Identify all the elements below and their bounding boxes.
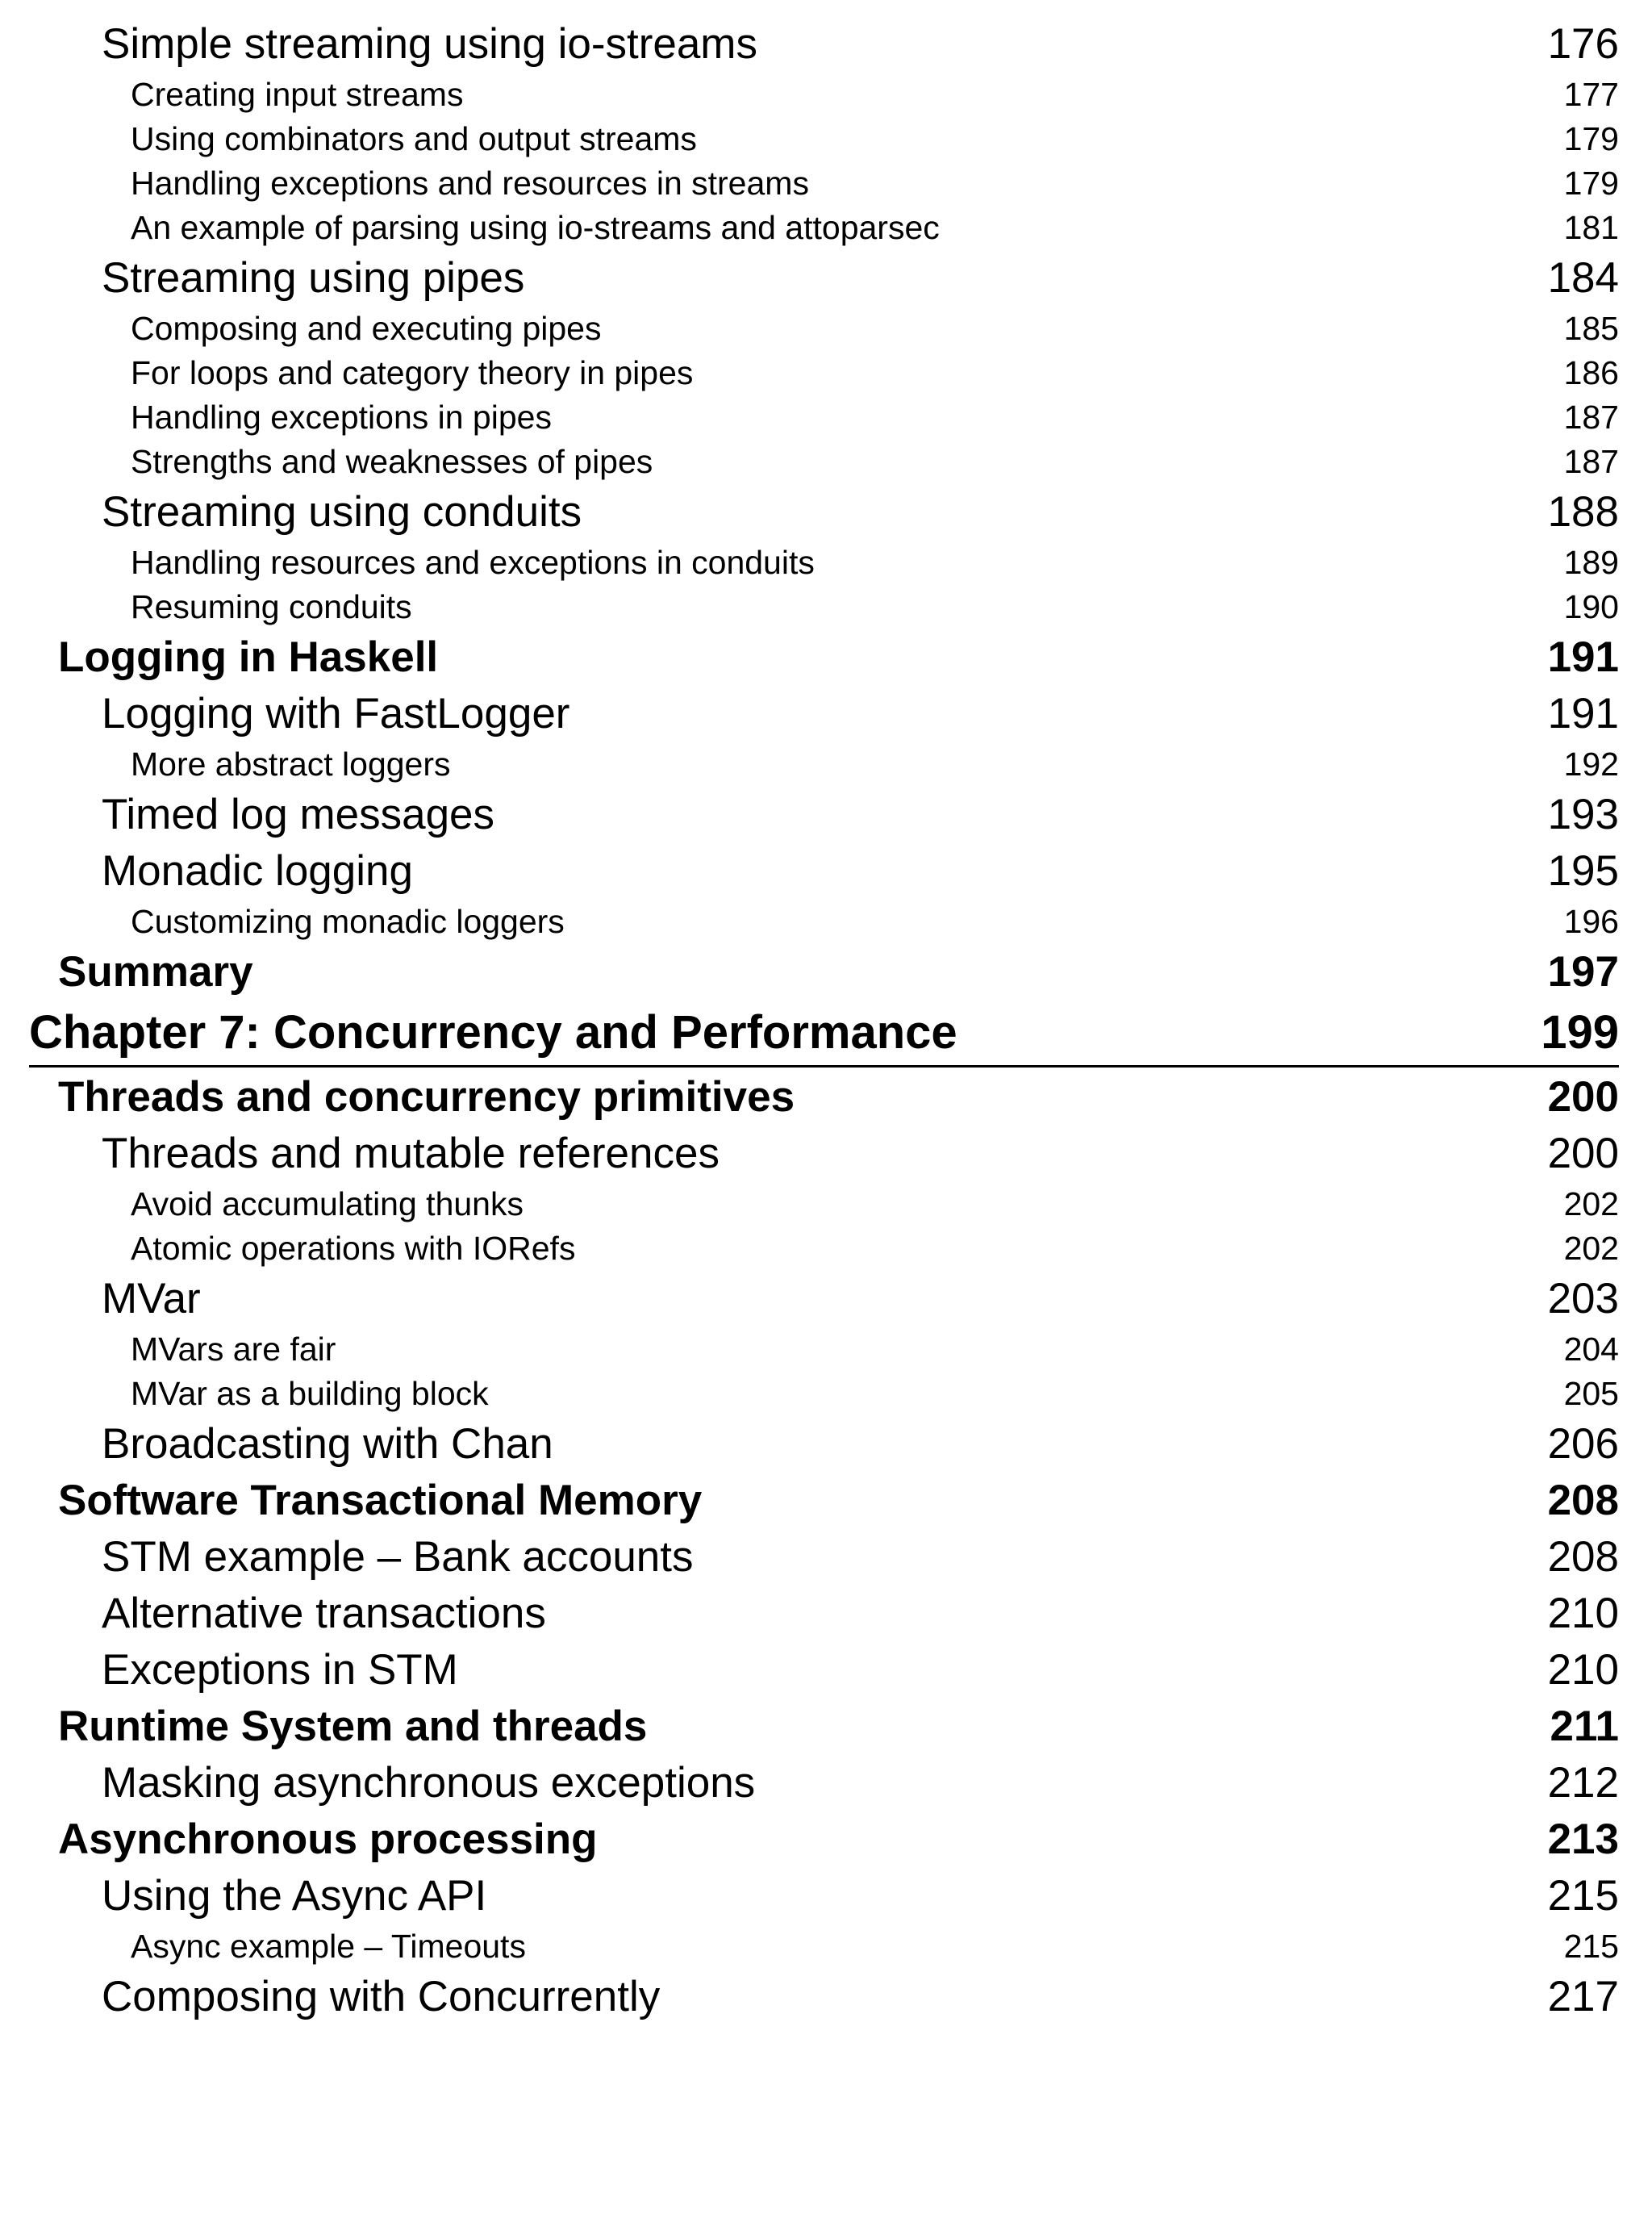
- toc-subsection-row[interactable]: [29, 73, 1619, 117]
- toc-entry-page-number: 208: [1547, 1477, 1619, 1524]
- toc-entry-page-number: 179: [1563, 120, 1619, 157]
- toc-entry-title: Broadcasting with Chan: [102, 1420, 553, 1468]
- toc-entry-title: Logging with FastLogger: [102, 690, 570, 737]
- toc-entry-page-number: 179: [1563, 165, 1619, 202]
- toc-entry-page-number: 191: [1547, 690, 1619, 737]
- toc-entry-page-number: 200: [1547, 1073, 1619, 1121]
- toc-subsection-row[interactable]: [29, 1372, 1619, 1416]
- toc-entry-title: Atomic operations with IORefs: [131, 1230, 576, 1267]
- toc-entry-page-number: 215: [1563, 1928, 1619, 1965]
- toc-entry-page-number: 181: [1563, 209, 1619, 246]
- toc-entry-title: Streaming using pipes: [102, 254, 525, 302]
- toc-entry-page-number: 187: [1563, 443, 1619, 480]
- toc-entry-title: Streaming using conduits: [102, 488, 582, 536]
- toc-entry-title: Composing with Concurrently: [102, 1973, 661, 2020]
- toc-subsection-row[interactable]: [29, 161, 1619, 206]
- toc-entry-title: MVar: [102, 1275, 201, 1322]
- toc-entry-page-number: 217: [1547, 1973, 1619, 2020]
- toc-section-row[interactable]: [29, 686, 1619, 742]
- toc-section-row[interactable]: [29, 484, 1619, 541]
- toc-entry-title: Runtime System and threads: [58, 1703, 648, 1750]
- toc-entry-page-number: 193: [1547, 791, 1619, 838]
- toc-heading-row[interactable]: [29, 944, 1619, 1001]
- table-of-contents: [29, 16, 1619, 2025]
- toc-entry-title: Asynchronous processing: [58, 1815, 598, 1863]
- toc-section-row[interactable]: [29, 1529, 1619, 1586]
- toc-entry-page-number: 187: [1563, 399, 1619, 436]
- toc-entry-title: Customizing monadic loggers: [131, 903, 565, 940]
- toc-section-row[interactable]: [29, 1969, 1619, 2025]
- toc-entry-title: Logging in Haskell: [58, 633, 439, 681]
- toc-heading-row[interactable]: [29, 1473, 1619, 1529]
- toc-entry-title: Composing and executing pipes: [131, 310, 602, 347]
- toc-entry-title: Timed log messages: [102, 791, 495, 838]
- toc-entry-page-number: 215: [1547, 1872, 1619, 1920]
- toc-subsection-row[interactable]: [29, 1182, 1619, 1226]
- toc-subsection-row[interactable]: [29, 117, 1619, 161]
- toc-entry-page-number: 212: [1547, 1759, 1619, 1807]
- toc-subsection-row[interactable]: [29, 307, 1619, 351]
- toc-subsection-row[interactable]: [29, 206, 1619, 250]
- toc-entry-page-number: 202: [1563, 1185, 1619, 1222]
- toc-entry-page-number: 191: [1547, 633, 1619, 681]
- toc-entry-page-number: 189: [1563, 544, 1619, 581]
- toc-entry-title: For loops and category theory in pipes: [131, 354, 694, 391]
- toc-entry-title: MVars are fair: [131, 1331, 336, 1368]
- toc-entry-page-number: 205: [1563, 1375, 1619, 1412]
- toc-entry-page-number: 196: [1563, 903, 1619, 940]
- toc-heading-row[interactable]: [29, 1811, 1619, 1868]
- toc-entry-page-number: 199: [1541, 1006, 1619, 1059]
- toc-entry-title: Creating input streams: [131, 76, 464, 113]
- toc-entry-title: Monadic logging: [102, 847, 413, 895]
- toc-heading-row[interactable]: [29, 629, 1619, 686]
- toc-section-row[interactable]: [29, 1416, 1619, 1473]
- toc-entry-page-number: 200: [1547, 1130, 1619, 1177]
- toc-entry-title: Using combinators and output streams: [131, 120, 697, 157]
- toc-entry-page-number: 213: [1547, 1815, 1619, 1863]
- toc-entry-title: An example of parsing using io-streams and attoparsec: [131, 209, 940, 246]
- toc-subsection-row[interactable]: [29, 742, 1619, 787]
- toc-section-row[interactable]: [29, 1642, 1619, 1698]
- toc-section-row[interactable]: [29, 843, 1619, 900]
- toc-entry-title: Summary: [58, 948, 253, 996]
- toc-entry-title: Handling resources and exceptions in conduits: [131, 544, 815, 581]
- toc-subsection-row[interactable]: [29, 585, 1619, 629]
- toc-entry-title: Avoid accumulating thunks: [131, 1185, 524, 1222]
- toc-section-row[interactable]: [29, 1126, 1619, 1182]
- toc-entry-title: Resuming conduits: [131, 588, 412, 625]
- toc-subsection-row[interactable]: [29, 1327, 1619, 1372]
- toc-entry-title: Using the Async API: [102, 1872, 487, 1920]
- toc-subsection-row[interactable]: [29, 900, 1619, 944]
- toc-entry-title: More abstract loggers: [131, 746, 451, 783]
- toc-entry-title: Strengths and weaknesses of pipes: [131, 443, 653, 480]
- toc-entry-page-number: 210: [1547, 1590, 1619, 1637]
- toc-entry-page-number: 184: [1547, 254, 1619, 302]
- toc-subsection-row[interactable]: [29, 1226, 1619, 1271]
- toc-entry-title: STM example – Bank accounts: [102, 1533, 694, 1581]
- toc-entry-title: Software Transactional Memory: [58, 1477, 703, 1524]
- toc-section-row[interactable]: [29, 250, 1619, 307]
- toc-entry-page-number: 203: [1547, 1275, 1619, 1322]
- toc-entry-title: Chapter 7: Concurrency and Performance: [29, 1006, 957, 1059]
- toc-section-row[interactable]: [29, 16, 1619, 73]
- toc-entry-page-number: 206: [1547, 1420, 1619, 1468]
- toc-subsection-row[interactable]: [29, 541, 1619, 585]
- toc-entry-page-number: 197: [1547, 948, 1619, 996]
- toc-section-row[interactable]: [29, 1586, 1619, 1642]
- toc-section-row[interactable]: [29, 1755, 1619, 1811]
- toc-section-row[interactable]: [29, 1271, 1619, 1327]
- toc-subsection-row[interactable]: [29, 395, 1619, 440]
- toc-subsection-row[interactable]: [29, 351, 1619, 395]
- toc-subsection-row[interactable]: [29, 1924, 1619, 1969]
- toc-entry-page-number: 186: [1563, 354, 1619, 391]
- toc-entry-title: Threads and concurrency primitives: [58, 1073, 795, 1121]
- toc-heading-row[interactable]: [29, 1698, 1619, 1755]
- toc-entry-title: MVar as a building block: [131, 1375, 489, 1412]
- toc-entry-page-number: 176: [1547, 20, 1619, 68]
- toc-heading-row[interactable]: [29, 1069, 1619, 1126]
- toc-entry-page-number: 204: [1563, 1331, 1619, 1368]
- toc-entry-title: Exceptions in STM: [102, 1646, 458, 1694]
- toc-entry-page-number: 190: [1563, 588, 1619, 625]
- toc-entry-title: Masking asynchronous exceptions: [102, 1759, 756, 1807]
- toc-entry-page-number: 177: [1563, 76, 1619, 113]
- toc-entry-page-number: 211: [1550, 1703, 1619, 1750]
- toc-entry-page-number: 208: [1547, 1533, 1619, 1581]
- chapter-heading-row[interactable]: [29, 1001, 1619, 1068]
- toc-entry-page-number: 185: [1563, 310, 1619, 347]
- toc-entry-title: Simple streaming using io-streams: [102, 20, 757, 68]
- toc-entry-page-number: 202: [1563, 1230, 1619, 1267]
- toc-section-row[interactable]: [29, 787, 1619, 843]
- toc-entry-page-number: 188: [1547, 488, 1619, 536]
- toc-section-row[interactable]: [29, 1868, 1619, 1924]
- toc-entry-page-number: 195: [1547, 847, 1619, 895]
- toc-entry-title: Async example – Timeouts: [131, 1928, 526, 1965]
- toc-entry-title: Handling exceptions in pipes: [131, 399, 552, 436]
- toc-entry-title: Handling exceptions and resources in streams: [131, 165, 809, 202]
- toc-entry-page-number: 210: [1547, 1646, 1619, 1694]
- toc-entry-page-number: 192: [1563, 746, 1619, 783]
- toc-entry-title: Threads and mutable references: [102, 1130, 720, 1177]
- toc-subsection-row[interactable]: [29, 440, 1619, 484]
- toc-entry-title: Alternative transactions: [102, 1590, 546, 1637]
